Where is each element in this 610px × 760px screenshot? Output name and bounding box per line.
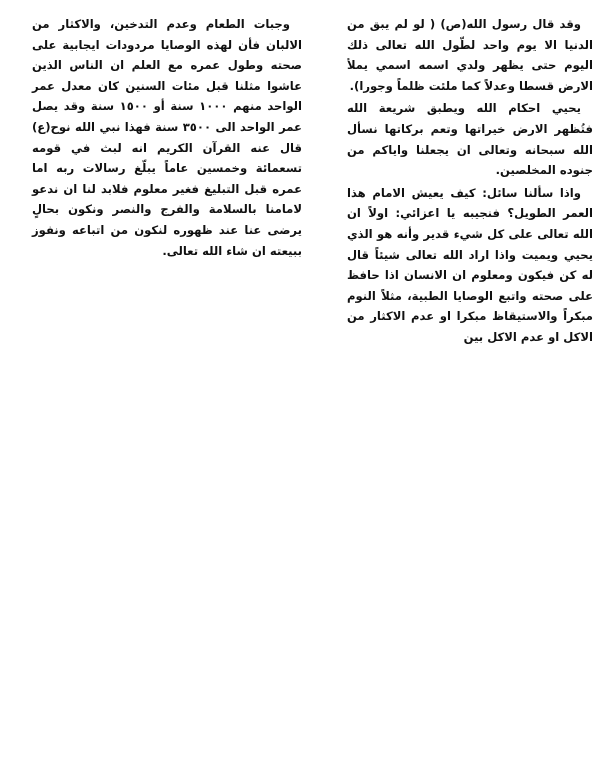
paragraph: واذا سألنا سائل: كيف يعيش الامام هذا العمر الطويل؟ فنجيبه يا اعزائي: اولاً ان الله تعالى على كل شيء قدير وأنه هو الذي يحيي ويميت واذا اراد الله تعالى شيئاً قال له كن فيكون ومعلوم ان الانسان اذا حافظ على صحته واتبع الوصايا الطبية، مثلاً النوم مبكراً والاستيقاظ مبكرا او عدم الاكثار من الاكل او عدم الاكل بين: [347, 185, 593, 344]
paragraph: وقد قال رسول الله(ص) ( لو لم يبق من الدنيا الا يوم واحد لطّول الله تعالى ذلك اليوم حتى يظهر ولدي اسمه اسمي يملأ الارض قسطا وعدلاً كما ملئت ظلماً وجورا).: [347, 17, 593, 93]
right-text-column: [347, 14, 593, 350]
paragraph: يحيي احكام الله ويطبق شريعة الله فتُظهر الارض خيراتها وتعم بركاتها نسأل الله سبحانه وتعالى ان يجعلنا واياكم من جنوده المخلصين.: [347, 101, 593, 178]
paragraph: وجبات الطعام وعدم التدخين، والاكثار من الالبان فأن لهذه الوصايا مردودات ايجابية على صحته وطول عمره مع العلم ان الناس الذين عاشوا مثلنا قبل مئات السنين كان معدل عمر الواحد منهم ١٠٠٠ سنة أو ١٥٠٠ سنة وقد يصل عمر الواحد الى ٣٥٠٠ سنة فهذا نبي الله نوح(ع) قال عنه القرآن الكريم انه لبث في قومه تسعمائة وخمسين عاماً يبلّغ رسالات ربه اما عمره قبل التبليغ فغير معلوم فلابد لنا ان ندعو لامامنا بالسلامة والفرج والنصر ونكون بحالٍ يرضى عنا عند ظهوره لنكون من اتباعه ونفوز ببيعته ان شاء الله تعالى.: [32, 17, 302, 258]
left-text-column: [32, 14, 302, 263]
